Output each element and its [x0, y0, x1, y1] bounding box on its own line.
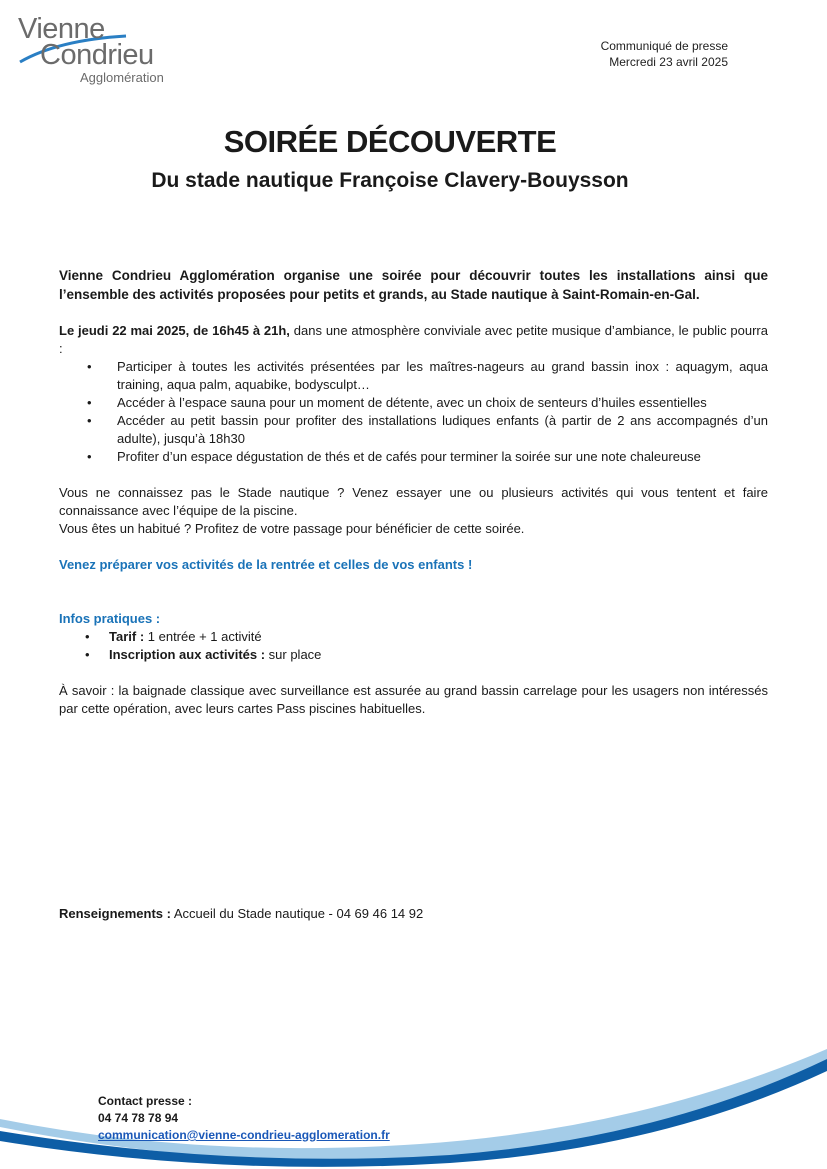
event-date: Le jeudi 22 mai 2025, de 16h45 à 21h,	[59, 323, 290, 338]
renseignements-label: Renseignements :	[59, 906, 171, 921]
event-paragraph	[59, 322, 768, 358]
bullet-icon: •	[87, 413, 92, 428]
list-item: • Participer à toutes les activités présentées par les maîtres-nageurs au grand bassin inox : aquagym, aqua training, aqua palm, aquabike, bodysculpt…	[87, 359, 768, 392]
renseignements	[59, 906, 423, 921]
bullet-icon: •	[85, 647, 90, 662]
press-contact	[98, 1093, 390, 1144]
press-header	[601, 38, 728, 70]
bullet-icon: •	[85, 629, 90, 644]
contact-email-link[interactable]: communication@vienne-condrieu-agglomeration.fr	[98, 1128, 390, 1142]
logo-text-vienne: Vienne	[18, 13, 105, 45]
list-item: • Accéder au petit bassin pour profiter des installations ludiques enfants (à partir de 2 ans accompagnés d’un adulte), jusqu’à 18h30	[87, 413, 768, 446]
discover-paragraph: Vous ne connaissez pas le Stade nautique ? Venez essayer une ou plusieurs activités qui vous tentent et faire connaissance avec l’équipe de la piscine.	[59, 485, 768, 518]
event-description: dans une atmosphère conviviale avec petite musique d’ambiance, le public pourra :	[59, 323, 768, 356]
renseignements-value: Accueil du Stade nautique - 04 69 46 14 92	[170, 906, 424, 921]
a-savoir-paragraph: À savoir : la baignade classique avec surveillance est assurée au grand bassin carrelage pour les usagers non intéressés par cette opération, avec leurs cartes Pass piscines habituelles.	[59, 683, 768, 716]
infos-heading: Infos pratiques :	[59, 611, 161, 626]
press-date: Mercredi 23 avril 2025	[609, 55, 728, 69]
contact-heading: Contact presse :	[98, 1094, 193, 1108]
logo-text-agglomeration: Agglomération	[80, 70, 164, 85]
page-title: SOIRÉE DÉCOUVERTE	[223, 124, 557, 159]
page-subtitle: Du stade nautique Françoise Clavery-Bouysson	[151, 169, 629, 192]
infos-list	[59, 628, 768, 664]
regulars-paragraph: Vous êtes un habitué ? Profitez de votre passage pour bénéficier de cette soirée.	[59, 521, 525, 536]
bullet-icon: •	[87, 359, 92, 374]
call-to-action: Venez préparer vos activités de la rentrée et celles de vos enfants !	[59, 557, 473, 572]
list-item: • Profiter d’un espace dégustation de thés et de cafés pour terminer la soirée sur une note chaleureuse	[87, 449, 701, 464]
bullet-icon: •	[87, 395, 92, 410]
contact-phone: 04 74 78 78 94	[98, 1111, 179, 1125]
agglomeration-logo	[18, 14, 168, 94]
list-item: • Tarif : 1 entrée + 1 activité	[85, 629, 262, 644]
list-item: • Inscription aux activités : sur place	[85, 647, 322, 662]
main-content	[59, 266, 768, 718]
intro-paragraph: Vienne Condrieu Agglomération organise une soirée pour découvrir toutes les installations ainsi que l’ensemble des activités proposées pour petits et grands, au Stade nautique à Saint-Romain-en-Gal.	[59, 268, 768, 302]
activities-list	[59, 358, 768, 466]
logo-text-condrieu: Condrieu	[40, 39, 154, 71]
bullet-icon: •	[87, 449, 92, 464]
press-type: Communiqué de presse	[600, 39, 728, 53]
list-item: • Accéder à l’espace sauna pour un moment de détente, avec un choix de senteurs d’huiles essentielles	[87, 395, 707, 410]
